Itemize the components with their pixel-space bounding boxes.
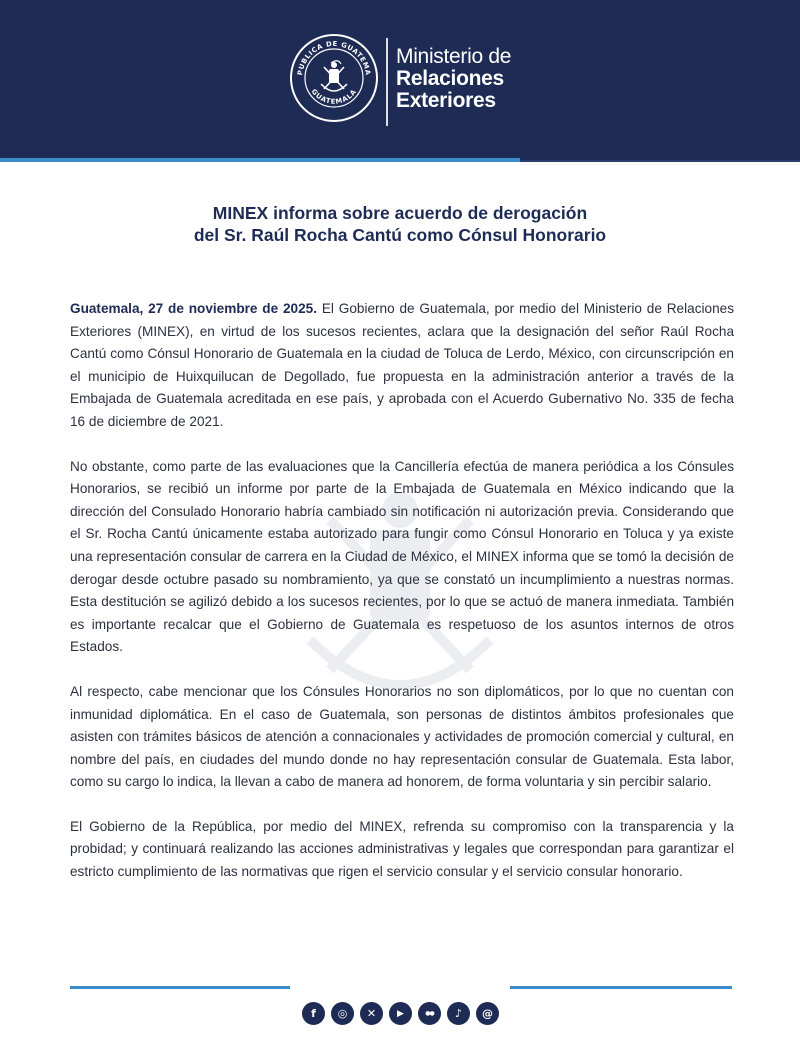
seal-emblem-icon (288, 32, 380, 124)
brand-divider (386, 38, 388, 126)
document-title (60, 202, 740, 246)
tiktok-icon[interactable]: ♪ (447, 1002, 470, 1025)
ministry-wordmark (396, 46, 511, 111)
paragraph-2: No obstante, como parte de las evaluaciones que la Cancillería efectúa de manera periódica a los Cónsules Honorarios, se recibió un informe por parte de la Embajada de Guatemala en México indicando que la dirección del Consulado Honorario habría cambiado sin notificación ni autorización previa. Considerando que el Sr. Rocha Cantú únicamente estaba autorizado para fungir como Cónsul Honorario en Toluca y ya existe una representación consular de carrera en la Ciudad de México, el MINEX informa que se tomó la decisión de derogar desde octubre pasado su nombramiento, ya que se constató un incumplimiento a nuestras normas. Esta destitución se agilizó debido a los sucesos recientes, por lo que se actuó de manera inmediata. También es importante recalcar que el Gobierno de Guatemala es respetuoso de los asuntos internos de otros Estados. (70, 458, 734, 655)
guatemala-seal-logo (288, 32, 380, 124)
title-line-1: MINEX informa sobre acuerdo de derogación (212, 203, 588, 223)
paragraph-1 (70, 298, 734, 434)
brand-line-2: Relaciones (396, 67, 504, 90)
dateline: Guatemala, 27 de noviembre de 2025. (70, 301, 318, 316)
header-accent-bar (0, 158, 520, 162)
seal-text-top: PUBLICA DE GUATEMA (296, 39, 372, 77)
paragraph-3: Al respecto, cabe mencionar que los Cónsules Honorarios no son diplomáticos, por lo que no cuentan con inmunidad diplomática. En el caso de Guatemala, son personas de distintos ámbitos profesionales que asisten con trámites básicos de atención a connacionales y actividades de promoción comercial y cultural, en nombre del país, en ciudades del mundo donde no hay representación consular de Guatemala. Esta labor, como su cargo lo indica, la llevan a cabo de manera ad honorem, de forma voluntaria y sin percibir salario. (70, 683, 734, 790)
facebook-icon[interactable]: f (302, 1002, 325, 1025)
social-links (302, 1002, 499, 1028)
brand-line-1: Ministerio de (396, 45, 512, 68)
paragraph-1-text: El Gobierno de Guatemala, por medio del Ministerio de Relaciones Exteriores (MINEX), en virtud de los sucesos recientes, aclara que la designación del señor Raúl Rocha Cantú como Cónsul Honorario de Guatemala en la ciudad de Toluca de Lerdo, México, con circunscripción en el municipio de Huixquilucan de Degollado, fue propuesta en la administración anterior a través de la Embajada de Guatemala acreditada en ese país, y aprobada con el Acuerdo Gubernativo No. 335 de fecha 16 de diciembre de 2021. (70, 301, 734, 429)
header-accent-bar-secondary (520, 160, 800, 162)
instagram-icon[interactable]: ◎ (331, 1002, 354, 1025)
title-line-2: del Sr. Raúl Rocha Cantú como Cónsul Honorario (193, 225, 607, 245)
youtube-icon[interactable]: ▶ (389, 1002, 412, 1025)
document-body (70, 298, 734, 906)
threads-icon[interactable]: @ (476, 1002, 499, 1025)
paragraph-4: El Gobierno de la República, por medio del MINEX, refrenda su compromiso con la transparencia y la probidad; y continuará realizando las acciones administrativas y legales que correspondan para garantizar el estricto cumplimiento de las normativas que rigen el servicio consular y el servicio consular honorario. (70, 818, 734, 880)
footer-divider-right (510, 986, 732, 989)
brand-line-3: Exteriores (396, 89, 496, 112)
seal-text-bottom: GUATEMALA (309, 87, 359, 106)
flickr-icon[interactable]: ●● (418, 1002, 441, 1025)
x-icon[interactable]: ✕ (360, 1002, 383, 1025)
footer-divider-left (70, 986, 290, 989)
header-banner (0, 0, 800, 162)
